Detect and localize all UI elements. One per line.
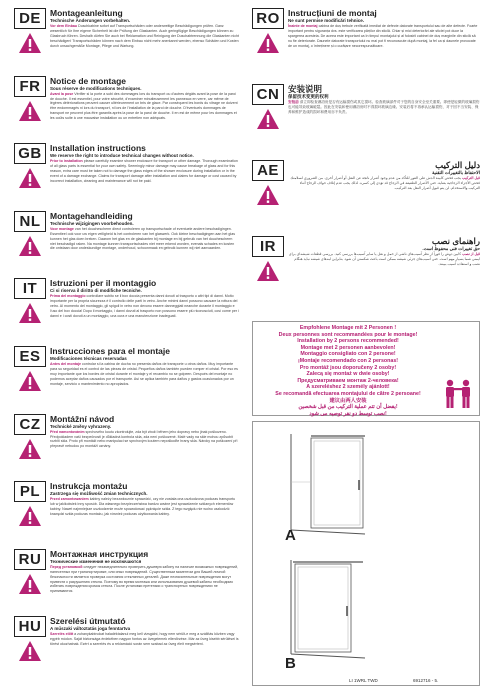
language-code: FR: [14, 76, 46, 97]
body-lead: Vor dem Einbau: [50, 24, 78, 28]
variant-a-drawing: [291, 434, 365, 534]
language-code: HU: [14, 616, 46, 637]
document-number: 6912716 - 5.: [413, 678, 439, 683]
section-text: [288, 236, 480, 276]
section-text: [288, 84, 480, 124]
label-a: A: [285, 527, 296, 544]
body-lead: Prior to installation: [50, 159, 83, 164]
notice-line: Zalecą się montaż w dwie osoby!: [306, 371, 390, 378]
language-code: AE: [252, 160, 284, 181]
section-body: [288, 24, 480, 48]
language-code: IR: [252, 236, 284, 257]
body-text: cabina de duș trebuie verificată imediat de defecte datorate transportului sau de alte defecte. Foarte important pentru siguranța dvs. este verificarea părților din sticlă. Chiar și mici deteriorări ale sticlei pot duce la spargerea acesteia. De aceea este important ca în timpul montajului și al folosirii cabinei de duș marginile din sticlă să nu fie deteriorate. Daunele datorate transportului nu mai pot fi recunoscute după montaj, la fel ca și daunele provocate de un montaj, o întreținere și o curățare necorespunzătoare.: [288, 24, 478, 48]
body-text: controlar si la cabina de ducha no presenta daños de transporte u otros daños. Muy importante para su seguridad es el control de las piezas de cristal. Pequeños daños también pueden romper el cristal. Por eso es muy importante que los bordes de cristal durante el montaje y el recambio no se golpeen. Después del montaje no podemos aceptar daños causados por el transporte. Así se aplica también para daños y gastos ocasionados por un montaje, servicio o mantenimiento no apropiados.: [50, 362, 238, 386]
section-body: [288, 100, 480, 124]
section-body: [50, 632, 239, 656]
two-person-notice: [252, 321, 480, 416]
body-text: کابین دوش را فوراً از نظر آسیب‌های ناشی از حمل و نقل یا سایر آسیب‌ها بررسی کنید. بررسی قطعات شیشه‌ای برای ایمنی شما بسیار مهم است. حتی آسیب‌های جزئی شیشه ممکن است باعث شکستن آن شود. بنابراین لبه‌های شیشه نباید هنگام نصب و استفاده آسیب ببینند.: [288, 252, 480, 266]
body-text: Vérifier si la porte a subi des dommages lors du transport ou d'autres dégâts avant la pose de la paroi de douche. Il est essentiel, pour votre sécurité, d'examiner minutieusement les panneaux en verre, car même de légères détériorations peuvent causer ultérieurement un bris de glace. Par conséquent les bords du vitrage ne doivent être endommagés ni lors du transport, ni lors de l'installation de la paroi de douche. D'éventuels dommages de transport ne peuvent plus être garantis après la pose de la paroi de douche. Il en est de même pour les dommages et les coûts suite à une mauvaise installation ou un entretien non adéquats.: [50, 91, 238, 121]
section-title: Montagehandleiding: [50, 210, 133, 221]
section-title: Montážní návod: [50, 413, 115, 424]
section-body: [50, 91, 239, 121]
section-body: [288, 252, 480, 276]
body-lead: Перед установкой: [50, 564, 83, 569]
section-subtitle: We reserve the right to introduce technical changes without notice.: [50, 153, 194, 159]
body-lead: Szerelés előtt: [50, 632, 74, 637]
body-text: يجب فحص كابينة الدش على الفور للتأكد من عدم وجود أضرار ناتجة عن النقل أو أضرار أخرى. من الضروري لسلامتك فحص الأجزاء الزجاجية بعناية. حتى الأضرار الطفيفة في الزجاج قد تؤدي إلى كسره. لذلك يجب عدم إتلاف حواف الزجاج أثناء التركيب والاستخدام. لن يتم قبول أضرار النقل بعد التركيب.: [290, 176, 480, 190]
warning-icon: [256, 108, 280, 130]
notice-line: Empfohlene Montage mit 2 Personen !: [299, 325, 397, 331]
section-subtitle: Zastrzega się możliwość zmian technicznych.: [50, 491, 148, 497]
notice-line: Montaggio consigliato con 2 persone!: [300, 351, 396, 358]
section-title: دليل التركيب: [435, 160, 480, 170]
body-lead: Voor montage: [50, 226, 74, 231]
label-b: B: [285, 655, 296, 672]
body-text: van het douchescherm direct controleren op transportschade of eventuele andere beschadigingen. Essentieel ook voor uw eigen veiligheid is het controleren van het glaswerk. Ook kleine beschadigingen aan het glas kunnen het glas doen breken. Daarom het glas en de glaskanten bij montage en bij gebruik van het douchescherm niet beschadigd raken. Na montage kunnen transportschades niet meer erkend worden, evenals schades en kosten die ontstaan door ondeskundige montage, onderhoud, schoonmaak en gebruik kunnen wij niet aanvaarden.: [50, 226, 235, 251]
section-title: Istruzioni per il montaggio: [50, 278, 157, 289]
section-body: [50, 497, 239, 521]
section-text: [50, 414, 239, 454]
two-persons-icon: [441, 379, 475, 409]
section-title: راهنمای نصب: [431, 236, 480, 246]
section-text: [288, 8, 480, 48]
warning-icon: [18, 505, 42, 527]
notice-line: يفضل أن تتم عملية التركيب من قبل شخصين!: [298, 404, 398, 411]
variant-b-drawing: [291, 560, 365, 658]
section-subtitle: Ci si riserva il diritto di modifiche tecniche.: [50, 288, 142, 294]
section-title: Instrucțiuni de montaj: [288, 8, 377, 18]
section-text: [50, 143, 239, 183]
section-subtitle: A műszaki változtatás joga fenntartva: [50, 626, 131, 632]
notice-line: Installation by 2 persons recommended!: [297, 338, 399, 345]
section-subtitle: Sous réserve de modifications techniques.: [50, 85, 142, 91]
section-subtitle: الاحتفاظ بالتغييرات التقنية: [432, 170, 480, 175]
body-lead: Prima del montaggio: [50, 294, 86, 299]
notice-line: نصب توسط دو نفر توصیه می شود!: [309, 410, 387, 417]
section-body: [50, 24, 239, 48]
section-subtitle: Технические изменения не исключаются: [50, 558, 142, 564]
notice-line: Pro montáž jsou doporučeny 2 osoby!: [299, 364, 397, 371]
section-subtitle: Technické změny vyhrazeny.: [50, 423, 112, 429]
section-title: Монтажная инструкция: [50, 548, 149, 559]
body-lead: 安装前: [288, 100, 299, 104]
warning-icon: [256, 260, 280, 282]
body-lead: Avant la pose: [50, 91, 74, 96]
notice-line: A szereléshez 2 személy ajánlott!: [306, 384, 390, 391]
section-title: Montageanleitung: [50, 8, 123, 18]
section-text: [288, 160, 480, 200]
section-title: 安装说明: [288, 84, 323, 94]
body-text: Duschkabine sofort auf Transportschäden oder anderweitige Beschädigungen prüfen. Ganz wesentlich für Ihre eigene Sicherheit ist die Prüfung der Glaskanten. Auch geringfügige Beschädigungen können zu Glasbruch führen. Deshalb dürfen Sie auch bei Reklamation und Reinigung der Duschabtrennung die Glaskanten nicht beschädigen! Transportschäden können nach dem Einbau nicht mehr anerkannt werden, ebenso Schäden und Kosten durch unsachgemäße Montage, Pflege und Wartung.: [50, 24, 239, 48]
body-lead: Antes del montaje: [50, 362, 81, 366]
warning-icon: [256, 32, 280, 54]
warning-icon: [18, 438, 42, 460]
language-code: IT: [14, 278, 46, 299]
section-text: [50, 346, 239, 386]
section-subtitle: Modificaciones técnicas reservadas: [50, 356, 127, 361]
warning-icon: [18, 302, 42, 324]
section-title: Szerelési útmutató: [50, 616, 126, 627]
notice-line: Se recomandă efectuarea montajului de către 2 persoane!: [275, 390, 421, 397]
section-body: [50, 227, 239, 251]
section-text: [50, 278, 239, 318]
language-code: PL: [14, 481, 46, 502]
warning-icon: [18, 167, 42, 189]
warning-icon: [18, 370, 42, 392]
body-lead: Před namontováním: [50, 429, 85, 434]
body-text: kabiny należy bezzwłocznie sprawdzić, czy nie została ona uszkodzona podczas transportu lub w jakikolwiek inny sposób. Dla własnego bezpieczeństwa bardzo ważne jest sprawdzenie szklanych elementów kabiny. Nawet najmniejsze uszkodzenie może spowodować pęknięcie szkła. Z tego względu nie wolno uszkodzić krawędzi szkła podczas montażu, jak również podczas użytkowania kabiny.: [50, 497, 236, 516]
body-text: a zuhanykabinokat haladéktalanul meg kell vizsgálni, hogy nem sérült-e meg a szállítás közben vagy egyéb módon. Saját biztonsága érdekében nagyon fontos az üvegelemek ellenőrzése. Már az üveg kisebb sérülései is törést okozhatnak. Ezért a szerelés és a reklamáció során sem szabad az üveg éleit megsérteni.: [50, 632, 239, 647]
section-body: [288, 176, 480, 200]
language-code: DE: [14, 8, 46, 29]
section-body: [50, 362, 239, 386]
notice-lines: [255, 325, 441, 417]
shower-door-drawing: [253, 422, 479, 670]
section-subtitle: Technische Änderungen vorbehalten.: [50, 18, 131, 23]
section-title: Notice de montage: [50, 75, 127, 86]
notice-line: Предусматриваем монтаж 2-человека!: [297, 377, 399, 384]
body-text: please carefully examine shower enclosure for transport or other damage. Thorough examination of all glass parts is essential for your own safety. Seemingly minor damage may cause breakage of glass and for this reason, extra care must be taken not to damage the glass edges of the shower enclosure during installation or in the event of a damage exchange. Claims for transport damage after installation and claims for damage or cost caused by incorrect installation, cleaning and maintenance will not be paid.: [50, 159, 238, 183]
body-text: следует незамедлительно проверить душевую кабину на наличие возможных повреждений, нанесенных при транспортировке, или иных повреждений. Существенным моментом для Вашей личной безопасности является проверка состояния стеклянных деталей. Даже незначительные повреждения могут привести к разрушению стекла. Поэтому во время монтажа или использования душевой кабины необходимо избегать повреждения кромок стекла. После установки претензии о транспортных повреждениях не принимаются.: [50, 564, 239, 594]
notice-line: Montage met 2 personen aanbevolen!: [300, 344, 396, 351]
notice-line: 建议由两人安装: [329, 397, 367, 404]
warning-icon: [18, 640, 42, 662]
section-body: [50, 564, 239, 594]
section-title: Instrukcja montażu: [50, 481, 128, 492]
model-code: LI 1WRL TWD: [349, 678, 378, 683]
body-lead: Przed zamontowaniem: [50, 497, 89, 502]
section-title: Instrucciones para el montaje: [50, 346, 170, 356]
language-code: CN: [252, 84, 284, 105]
section-text: [50, 75, 239, 121]
section-subtitle: Ne sunt permise modificări tehnice.: [288, 18, 365, 23]
section-subtitle: حق تغییرات فنی محفوظ است.: [422, 246, 480, 251]
product-drawing: [252, 421, 480, 686]
section-subtitle: 保留技术变更的权利: [288, 94, 329, 99]
body-text: sprchového koutu zkontrolujte, zda být zboží během jeho dopravy nebo jinak poškozeno. Předpokladem vaší bezpečnosti je důkladná kontrola skla, zda není poškozené. Malé vady na skle mohou způsobit rozbití skla. Proto při montáži nebo manipulaci se sprchovým koutem nepoškoďte hrany skla. Nároky na poškození při přepravě nebudou po montáži uznány.: [50, 429, 238, 449]
body-lead: Înainte de montaj: [288, 24, 318, 28]
body-lead: قبل از نصب: [462, 252, 480, 256]
language-code: NL: [14, 211, 46, 232]
section-text: [50, 616, 239, 656]
section-body: [50, 294, 239, 318]
language-code: RU: [14, 549, 46, 570]
section-text: [50, 8, 239, 48]
warning-icon: [256, 184, 280, 206]
section-subtitle: Technische wijzigingen voorbehouden.: [50, 220, 134, 226]
warning-icon: [18, 573, 42, 595]
language-code: RO: [252, 8, 284, 29]
body-lead: قبل التركيب: [461, 176, 480, 180]
section-text: [50, 481, 239, 521]
language-code: CZ: [14, 414, 46, 435]
notice-line: ¡Montaje recomendado con 2 personas!: [297, 357, 399, 364]
body-text: 请立即检查淋浴房是否有运输损伤或其它损坏。检查玻璃部件对于您的自身安全至关重要。即使是轻微的玻璃损伤也可能导致玻璃破裂。因此在安装和使用淋浴房时不得损坏玻璃边缘。安装后将不再承认运输损伤，对于因不当安装、保养和维护造成的损坏和费用亦不负责。: [288, 100, 480, 114]
section-body: [50, 159, 239, 183]
warning-icon: [18, 235, 42, 257]
section-text: [50, 548, 239, 594]
body-text: controllare subito se il box doccia presenta danni dovuti al trasporto o altri tipi di danni. Molto importante per la propria sicurezza è il controllo delle parti in vetro. Anche minimi danni possono causare la rottura del vetro. Al momento del montaggio, gli spigoli in vetro non devono essere danneggiati neanche durante il montaggio e l'uso del box doccia! Dopo il montaggio, i danni dovuti al trasporto non possono essere più riconosciuti, così come per i danni e i costi dovuti a un montaggio, una cura e una manutenzione inadeguati.: [50, 294, 239, 319]
language-code: ES: [14, 346, 46, 367]
section-body: [50, 430, 239, 454]
section-text: [50, 211, 239, 251]
warning-icon: [18, 100, 42, 122]
notice-line: Deux personnes sont recommandées pour le montage!: [278, 331, 418, 338]
language-code: GB: [14, 143, 46, 164]
warning-icon: [18, 32, 42, 54]
section-title: Installation instructions: [50, 143, 146, 154]
